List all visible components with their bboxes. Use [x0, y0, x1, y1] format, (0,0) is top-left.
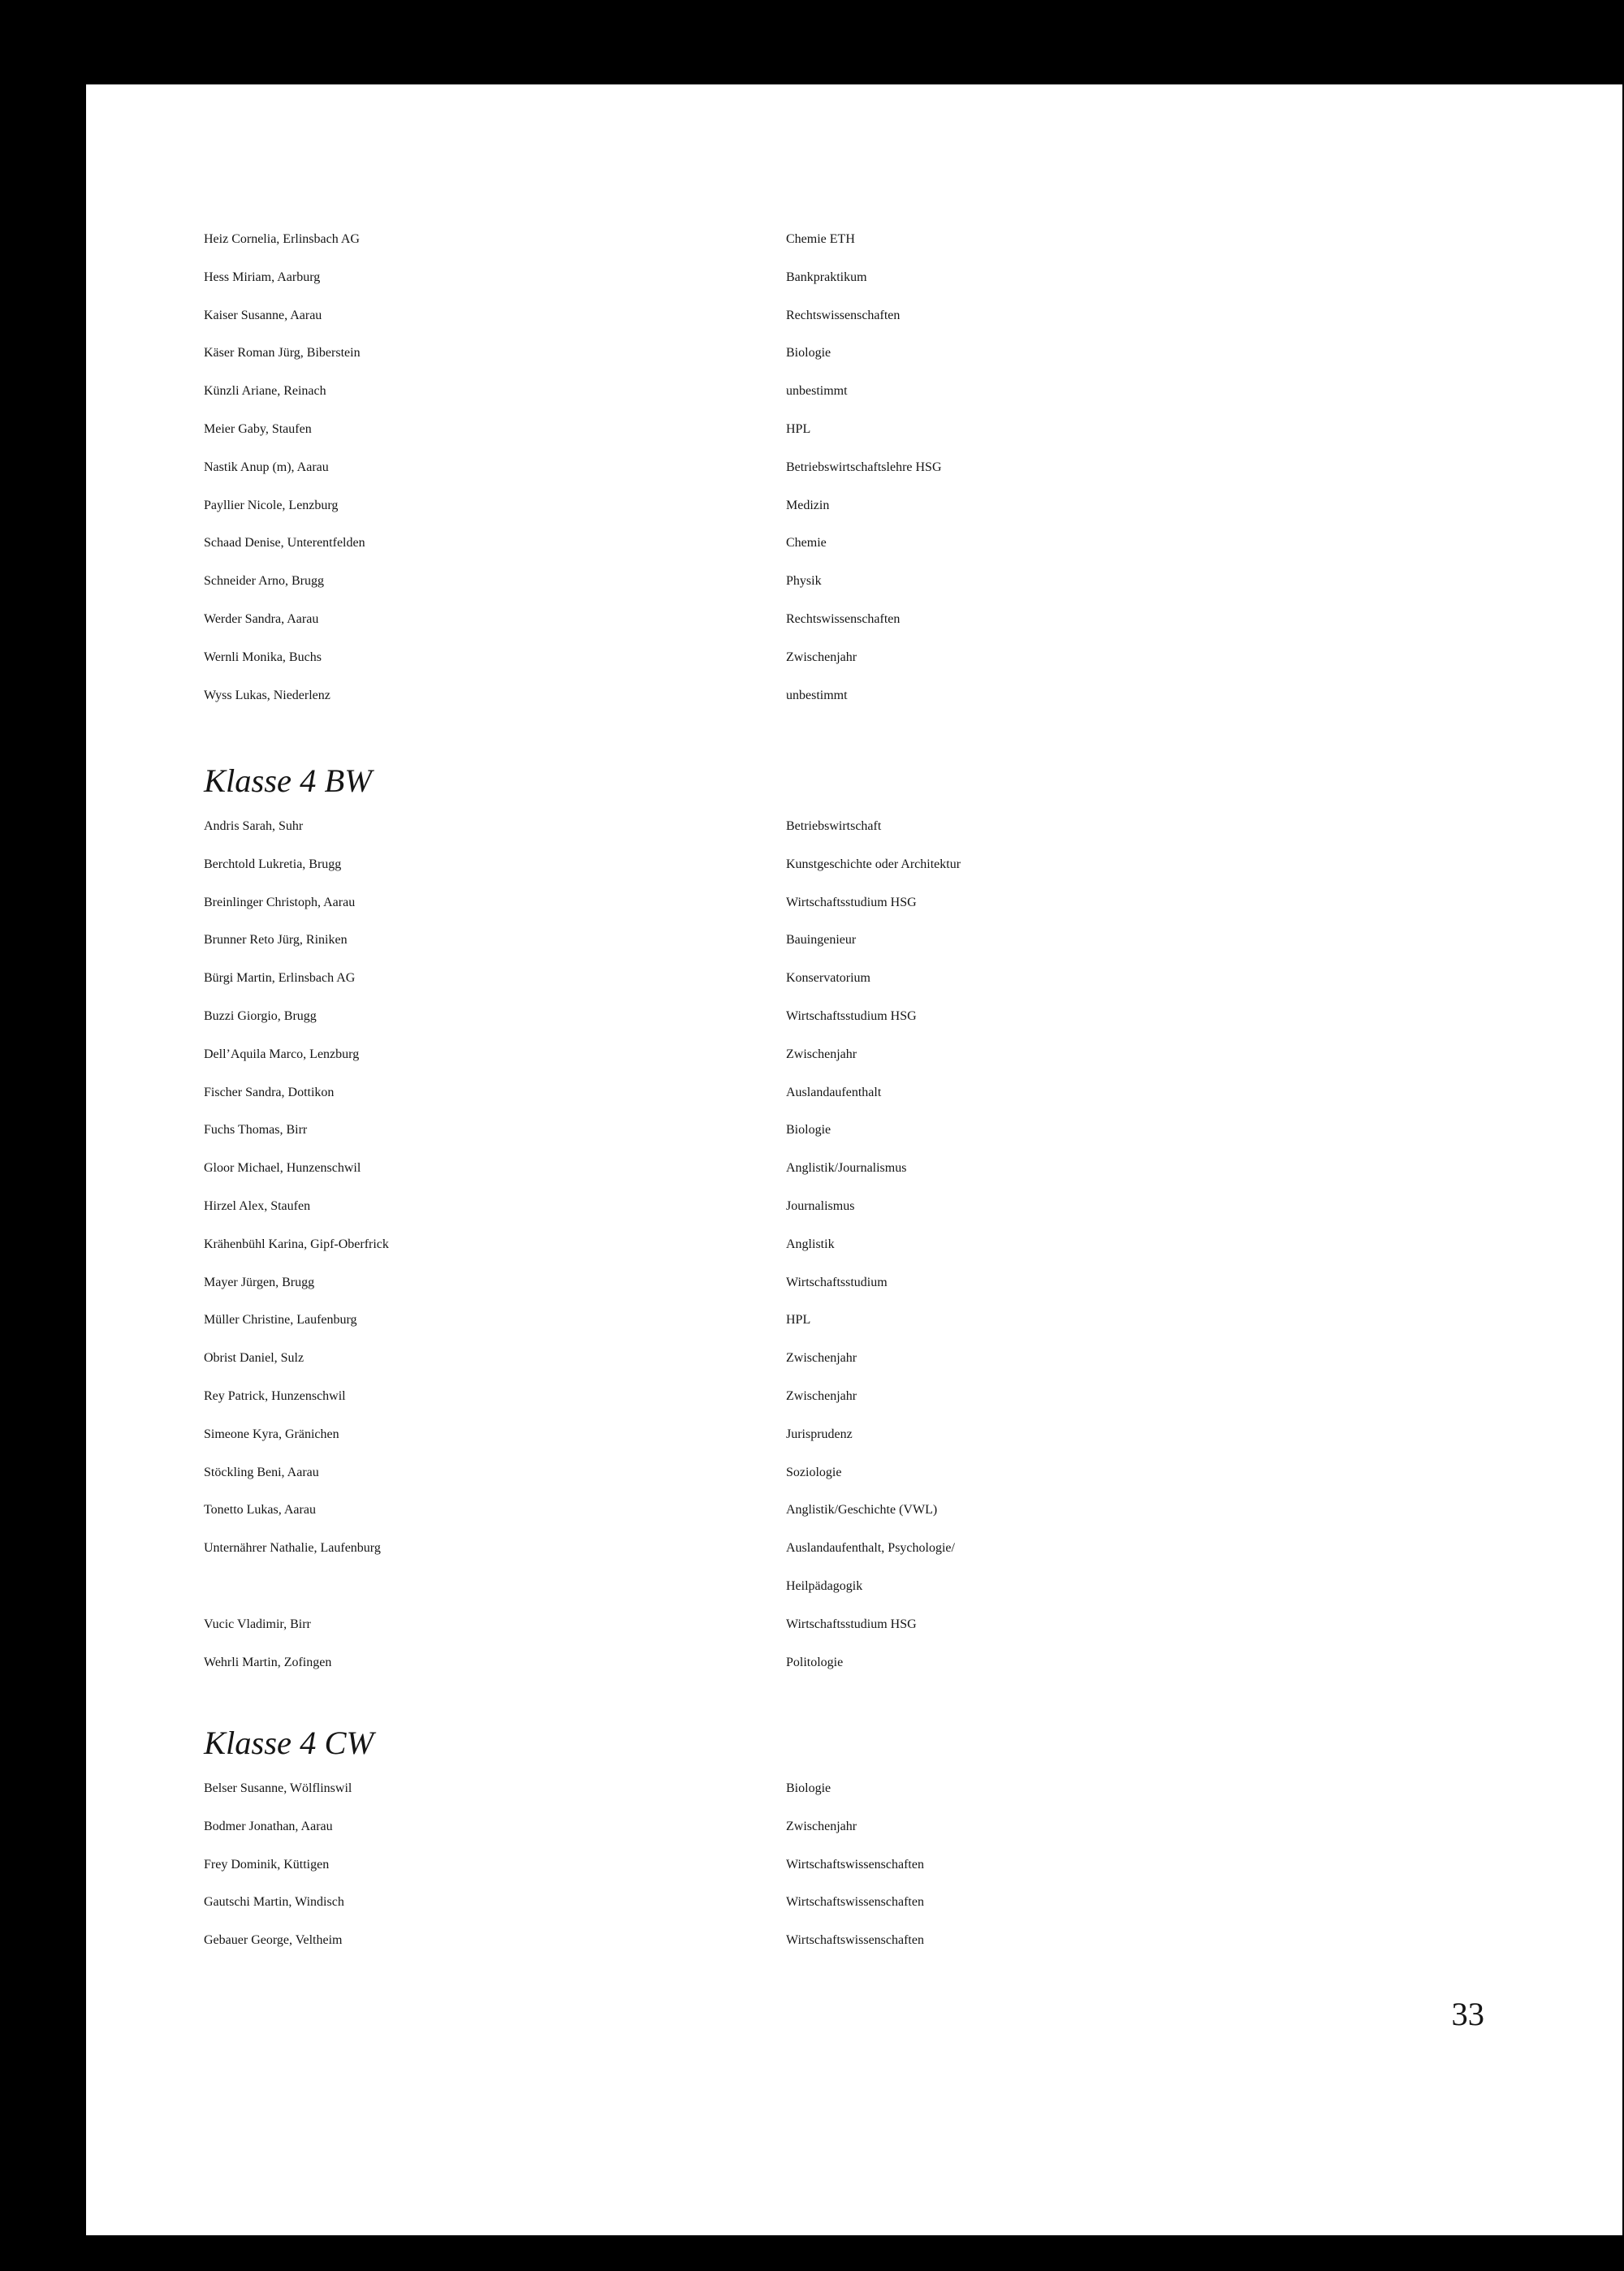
study-field: Zwischenjahr: [786, 1047, 857, 1061]
list-item: [204, 536, 1422, 574]
list-item: [204, 896, 1422, 934]
study-field: Anglistik/Journalismus: [786, 1161, 907, 1176]
student-name: Simeone Kyra, Gränichen: [204, 1427, 339, 1441]
study-field: Wirtschaftswissenschaften: [786, 1895, 924, 1910]
study-field: Heilpädagogik: [786, 1578, 863, 1593]
list-item: [204, 1009, 1422, 1047]
study-field: Bauingenieur: [786, 933, 857, 948]
list-item: [204, 309, 1422, 347]
student-name: Hirzel Alex, Staufen: [204, 1198, 311, 1213]
list-item: [204, 933, 1422, 971]
study-field: HPL: [786, 421, 811, 436]
study-field: Konservatorium: [786, 971, 870, 986]
study-field: unbestimmt: [786, 688, 848, 702]
study-field: Rechtswissenschaften: [786, 308, 901, 322]
student-name: Breinlinger Christoph, Aarau: [204, 895, 356, 909]
list-item: [204, 1858, 1422, 1896]
study-field: Wirtschaftswissenschaften: [786, 1857, 924, 1872]
student-list-4cw: [204, 1781, 1422, 1971]
student-name: Nastik Anup (m), Aarau: [204, 460, 329, 474]
study-field: Biologie: [786, 1123, 831, 1138]
page-number: 33: [1451, 1996, 1484, 2032]
student-name: Schneider Arno, Brugg: [204, 574, 324, 589]
list-item: [204, 1617, 1422, 1656]
student-name: Wernli Monika, Buchs: [204, 650, 322, 664]
list-item: [204, 612, 1422, 650]
student-name: Kaiser Susanne, Aarau: [204, 308, 322, 322]
list-item: [204, 857, 1422, 896]
student-name: Käser Roman Jürg, Biberstein: [204, 346, 361, 361]
list-item: [204, 270, 1422, 309]
student-list-4bw: [204, 819, 1422, 1693]
list-item: [204, 1086, 1422, 1124]
student-name: Buzzi Giorgio, Brugg: [204, 1008, 317, 1023]
study-field: Soziologie: [786, 1465, 842, 1479]
study-field: Zwischenjahr: [786, 1351, 857, 1366]
study-field: Biologie: [786, 1781, 831, 1795]
list-item: [204, 1389, 1422, 1427]
study-field: Chemie: [786, 536, 827, 550]
list-item: [204, 1199, 1422, 1237]
study-field: Auslandaufenthalt: [786, 1085, 882, 1099]
student-name: Werder Sandra, Aarau: [204, 611, 319, 626]
study-field: Jurisprudenz: [786, 1427, 853, 1441]
study-field: Medizin: [786, 498, 830, 512]
study-field: Auslandaufenthalt, Psychologie/: [786, 1541, 955, 1556]
student-name: Andris Sarah, Suhr: [204, 819, 304, 833]
study-field: Rechtswissenschaften: [786, 611, 901, 626]
list-item: [204, 460, 1422, 499]
student-name: Berchtold Lukretia, Brugg: [204, 857, 342, 871]
study-field: Bankpraktikum: [786, 270, 867, 284]
study-field: Zwischenjahr: [786, 1388, 857, 1403]
list-item: [204, 1579, 1422, 1617]
list-item: [204, 650, 1422, 689]
student-name: Gloor Michael, Hunzenschwil: [204, 1161, 361, 1176]
student-name: Wehrli Martin, Zofingen: [204, 1655, 332, 1669]
study-field: Anglistik: [786, 1237, 835, 1251]
student-name: Krähenbühl Karina, Gipf-Oberfrick: [204, 1237, 389, 1251]
document-page: [86, 84, 1622, 2235]
student-name: Bodmer Jonathan, Aarau: [204, 1819, 333, 1833]
student-name: Gebauer George, Veltheim: [204, 1933, 343, 1948]
list-item: [204, 1933, 1422, 1971]
list-item: [204, 422, 1422, 460]
list-item: [204, 1541, 1422, 1579]
study-field: Politologie: [786, 1655, 844, 1669]
list-item: [204, 1895, 1422, 1933]
student-name: Schaad Denise, Unterentfelden: [204, 536, 365, 550]
study-field: Wirtschaftsstudium HSG: [786, 895, 917, 909]
list-item: [204, 1161, 1422, 1199]
list-item: [204, 971, 1422, 1009]
list-item: [204, 574, 1422, 612]
study-field: Physik: [786, 574, 822, 589]
study-field: Journalismus: [786, 1198, 855, 1213]
study-field: Wirtschaftsstudium HSG: [786, 1617, 917, 1631]
student-name: Wyss Lukas, Niederlenz: [204, 688, 330, 702]
student-name: Mayer Jürgen, Brugg: [204, 1275, 315, 1289]
list-item: [204, 1313, 1422, 1351]
student-name: Obrist Daniel, Sulz: [204, 1351, 304, 1366]
student-name: Fuchs Thomas, Birr: [204, 1123, 308, 1138]
list-item: [204, 1781, 1422, 1820]
student-name: Meier Gaby, Staufen: [204, 421, 312, 436]
student-name: Künzli Ariane, Reinach: [204, 384, 326, 399]
list-item: [204, 1276, 1422, 1314]
list-item: [204, 1656, 1422, 1694]
student-name: Brunner Reto Jürg, Riniken: [204, 933, 348, 948]
study-field: Zwischenjahr: [786, 650, 857, 664]
student-name: Vucic Vladimir, Birr: [204, 1617, 311, 1631]
list-item: [204, 1820, 1422, 1858]
student-name: Stöckling Beni, Aarau: [204, 1465, 319, 1479]
list-item: [204, 1047, 1422, 1086]
student-name: Tonetto Lukas, Aarau: [204, 1503, 316, 1518]
student-list-section-a: [204, 232, 1422, 726]
list-item: [204, 819, 1422, 857]
list-item: [204, 232, 1422, 270]
study-field: Chemie ETH: [786, 232, 855, 246]
study-field: Wirtschaftswissenschaften: [786, 1933, 924, 1948]
study-field: Zwischenjahr: [786, 1819, 857, 1833]
list-item: [204, 1427, 1422, 1466]
student-name: Müller Christine, Laufenburg: [204, 1313, 357, 1328]
student-name: Unternährer Nathalie, Laufenburg: [204, 1541, 381, 1556]
student-name: Dell’Aquila Marco, Lenzburg: [204, 1047, 360, 1061]
list-item: [204, 1237, 1422, 1276]
study-field: Anglistik/Geschichte (VWL): [786, 1503, 938, 1518]
student-name: Bürgi Martin, Erlinsbach AG: [204, 971, 356, 986]
student-name: Hess Miriam, Aarburg: [204, 270, 321, 284]
study-field: Betriebswirtschaft: [786, 819, 882, 833]
study-field: unbestimmt: [786, 384, 848, 399]
study-field: Kunstgeschichte oder Architektur: [786, 857, 961, 871]
student-name: Fischer Sandra, Dottikon: [204, 1085, 335, 1099]
class-heading-4bw: Klasse 4 BW: [204, 762, 372, 799]
student-name: Rey Patrick, Hunzenschwil: [204, 1388, 346, 1403]
student-name: Heiz Cornelia, Erlinsbach AG: [204, 232, 360, 246]
student-name: Belser Susanne, Wölflinswil: [204, 1781, 352, 1795]
study-field: Wirtschaftsstudium: [786, 1275, 888, 1289]
study-field: Biologie: [786, 346, 831, 361]
study-field: Betriebswirtschaftslehre HSG: [786, 460, 942, 474]
list-item: [204, 1503, 1422, 1541]
list-item: [204, 346, 1422, 384]
list-item: [204, 689, 1422, 727]
list-item: [204, 384, 1422, 422]
study-field: HPL: [786, 1313, 811, 1328]
student-name: Gautschi Martin, Windisch: [204, 1895, 344, 1910]
list-item: [204, 1466, 1422, 1504]
list-item: [204, 1351, 1422, 1389]
student-name: Frey Dominik, Küttigen: [204, 1857, 330, 1872]
student-name: Payllier Nicole, Lenzburg: [204, 498, 339, 512]
list-item: [204, 1123, 1422, 1161]
list-item: [204, 499, 1422, 537]
study-field: Wirtschaftsstudium HSG: [786, 1008, 917, 1023]
class-heading-4cw: Klasse 4 CW: [204, 1725, 374, 1761]
